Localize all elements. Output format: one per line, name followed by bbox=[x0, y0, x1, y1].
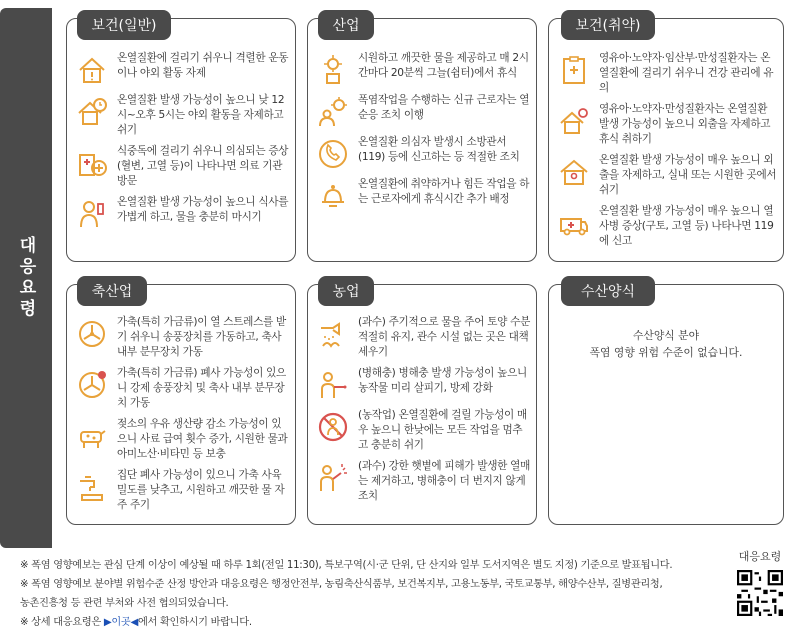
chicken-alert-icon bbox=[75, 368, 109, 402]
item-text: (농작업) 온열질환에 걸릴 가능성이 매우 높으니 한낮에는 모든 작업을 멈추고 충분히 쉬기 bbox=[358, 409, 527, 451]
list-item bbox=[75, 51, 289, 87]
list-item bbox=[316, 93, 530, 129]
panel-livestock bbox=[66, 284, 296, 525]
item-text: 젖소의 우유 생산량 감소 가능성이 있으니 사료 급여 횟수 증가, 시원한 물과 아미노산·비타민 등 보충 bbox=[117, 418, 288, 460]
fisheries-note-line: 폭염 영향 위험 수준이 없습니다. bbox=[589, 346, 743, 359]
list-item bbox=[557, 204, 777, 249]
footnote-line: ※ 폭염 영향예보 분야별 위험수준 산정 방안과 대응요령은 행정안전부, 농림축산식품부, 보건복지부, 고용노동부, 국토교통부, 해양수산부, 질병관리청, bbox=[20, 579, 663, 590]
list-item bbox=[557, 102, 777, 147]
side-tab-label: 대응요령 bbox=[15, 236, 36, 320]
list-item bbox=[75, 366, 289, 411]
panel-title-health-vulnerable: 보건(취약) bbox=[561, 10, 655, 40]
panel-title-industry: 산업 bbox=[318, 10, 374, 40]
item-text: (과수) 강한 햇볕에 피해가 발생한 열매는 제거하고, 병해충이 더 번지지 않게 조치 bbox=[358, 460, 531, 502]
watering-icon bbox=[316, 317, 350, 351]
qr-box bbox=[728, 548, 792, 616]
item-text: 식중독에 걸리기 쉬우니 의심되는 증상(혈변, 고열 등)이 나타나면 의료 기관 방문 bbox=[117, 145, 289, 187]
panel-health-general bbox=[66, 18, 296, 262]
clock-house-icon bbox=[75, 95, 109, 129]
warning-house-icon bbox=[75, 53, 109, 87]
list-item bbox=[316, 408, 530, 453]
sun-house-icon bbox=[557, 104, 591, 138]
panel-industry bbox=[307, 18, 537, 262]
bell-worker-icon bbox=[316, 179, 350, 213]
list-item bbox=[557, 153, 777, 198]
item-text: 온열질환 의심자 발생시 소방관서(119) 등에 신고하는 등 적절한 조치 bbox=[358, 136, 520, 163]
footnote-prefix: ※ 상세 대응요령은 bbox=[20, 617, 104, 628]
panel-title-livestock: 축산업 bbox=[77, 276, 147, 306]
qr-code-icon[interactable] bbox=[737, 570, 783, 616]
list-item bbox=[75, 315, 289, 360]
panel-agriculture bbox=[307, 284, 537, 525]
item-text: 온열질환 발생 가능성이 높으니 낮 12시~오후 5시는 야외 활동을 자제하고 쉬기 bbox=[117, 94, 285, 136]
list-item bbox=[75, 468, 289, 513]
list-item bbox=[75, 93, 289, 138]
hospital-icon bbox=[75, 146, 109, 180]
item-text: 온열질환 발생 가능성이 매우 높으니 열사병 증상(구토, 고열 등) 나타나면 119에 신고 bbox=[599, 205, 774, 247]
panel-title-fisheries: 수산양식 bbox=[561, 276, 655, 306]
chicken-fan-icon bbox=[75, 317, 109, 351]
cow-icon bbox=[75, 419, 109, 453]
list-item bbox=[316, 315, 530, 360]
item-text: 영유아·노약자·임산부·만성질환자는 온열질환에 걸리기 쉬우니 건강 관리에 유의 bbox=[599, 52, 774, 94]
qr-title: 대응요령 bbox=[738, 550, 782, 563]
item-text: 집단 폐사 가능성이 있으니 가축 사육 밀도를 낮추고, 시원하고 깨끗한 물 자주 주기 bbox=[117, 469, 285, 511]
item-text: 온열질환에 걸리기 쉬우니 격렬한 운동이나 야외 활동 자제 bbox=[117, 52, 289, 79]
list-item bbox=[316, 51, 530, 87]
footnotes bbox=[20, 556, 710, 632]
list-item bbox=[316, 366, 530, 402]
footnote-line bbox=[20, 613, 710, 632]
item-text: 온열질환 발생 가능성이 높으니 식사를 가볍게 하고, 물을 충분히 마시기 bbox=[117, 196, 289, 223]
list-item bbox=[75, 195, 289, 231]
fisheries-note bbox=[549, 327, 783, 361]
list-item bbox=[316, 459, 530, 504]
phone-119-icon bbox=[316, 137, 350, 171]
spray-tree-icon bbox=[316, 461, 350, 495]
panel-title-agriculture: 농업 bbox=[318, 276, 374, 306]
item-text: (병해충) 병해충 발생 가능성이 높으니 농작물 미리 살피기, 방제 강화 bbox=[358, 367, 527, 394]
list-item bbox=[316, 177, 530, 213]
faucet-icon bbox=[75, 470, 109, 504]
side-tab bbox=[0, 8, 52, 548]
footnote-line: 농촌진흥청 등 관련 부처와 사전 협의되었습니다. bbox=[20, 598, 229, 609]
item-text: 온열질환 발생 가능성이 매우 높으니 외출을 자제하고, 실내 또는 시원한 곳에서 쉬기 bbox=[599, 154, 777, 196]
item-text: 영유아·노약자·만성질환자는 온열질환 발생 가능성이 높으니 외출을 자제하고 휴식 취하기 bbox=[599, 103, 771, 145]
item-text: 시원하고 깨끗한 물을 제공하고 매 2시간마다 20분씩 그늘(쉼터)에서 휴식 bbox=[358, 52, 529, 79]
item-text: 가축(특히 가금류)이 열 스트레스를 받기 쉬우니 송풍장치를 가동하고, 축사 내부 분무장치 가동 bbox=[117, 316, 286, 358]
fisheries-note-line: 수산양식 분야 bbox=[632, 329, 699, 342]
list-item bbox=[557, 51, 777, 96]
panel-title-health-general: 보건(일반) bbox=[77, 10, 171, 40]
panel-fisheries bbox=[548, 284, 784, 525]
footnote-suffix: 에서 확인하시기 바랍니다. bbox=[138, 617, 252, 628]
item-text: 가축(특히 가금류) 폐사 가능성이 있으니 강제 송풍장치 및 축사 내부 분무장치 가동 bbox=[117, 367, 286, 409]
clipboard-health-icon bbox=[557, 53, 591, 87]
list-item bbox=[75, 144, 289, 189]
sun-worker-icon bbox=[316, 95, 350, 129]
panel-health-vulnerable bbox=[548, 18, 784, 262]
list-item bbox=[75, 417, 289, 462]
detail-link[interactable]: ▶이곳◀ bbox=[103, 617, 138, 628]
footnote-line: ※ 폭염 영향예보는 관심 단계 이상이 예상될 때 하루 1회(전일 11:30), 특보구역(시·군 단위, 단 산지와 일부 도서지역은 별도 지정) 기준으로 발표됩니다. bbox=[20, 560, 673, 571]
drinking-person-icon bbox=[75, 197, 109, 231]
sun-water-icon bbox=[316, 53, 350, 87]
item-text: 폭염작업을 수행하는 신규 근로자는 열순응 조치 이행 bbox=[358, 94, 530, 121]
no-farmer-icon bbox=[316, 410, 350, 444]
shelter-house-icon bbox=[557, 155, 591, 189]
item-text: (과수) 주기적으로 물을 주어 토양 수분 적절히 유지, 관수 시설 없는 곳은 대책 세우기 bbox=[358, 316, 531, 358]
sprayer-icon bbox=[316, 368, 350, 402]
item-text: 온열질환에 취약하거나 힘든 작업을 하는 근로자에게 휴식시간 추가 배정 bbox=[358, 178, 530, 205]
list-item bbox=[316, 135, 530, 171]
ambulance-icon bbox=[557, 206, 591, 240]
